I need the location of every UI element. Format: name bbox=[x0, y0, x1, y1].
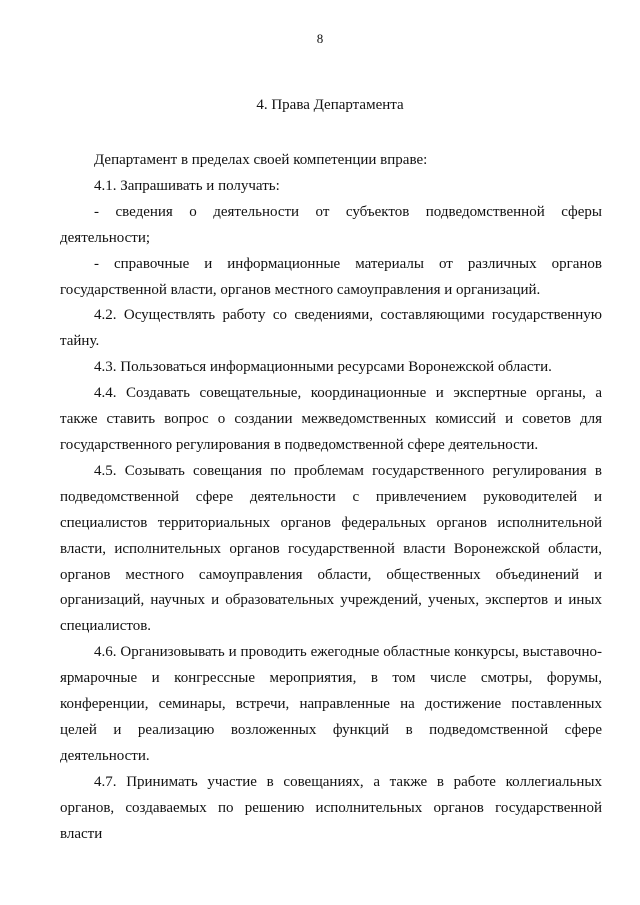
paragraph-4-3: 4.3. Пользоваться информационными ресурсами Воронежской области. bbox=[94, 359, 552, 376]
section-body bbox=[60, 148, 602, 847]
paragraph-4-4: 4.4. Создавать совещательные, координационные и экспертные органы, а также ставить вопрос о создании межведомственных комиссий и советов для государственного регулирования в подведомственной сфере деятельности. bbox=[60, 385, 602, 453]
section-heading: 4. Права Департамента bbox=[256, 97, 404, 113]
paragraph-4-6: 4.6. Организовывать и проводить ежегодные областные конкурсы, выставочно-ярмарочные и конгрессные мероприятия, в том числе смотры, форумы, конференции, семинары, встречи, направленные на достижение поставленных целей и реализацию возложенных функций в подведомственной сфере деятельности. bbox=[60, 644, 602, 764]
paragraph-4-2: 4.2. Осуществлять работу со сведениями, составляющими государственную тайну. bbox=[60, 307, 602, 350]
paragraph-4-1-item-2: - справочные и информационные материалы от различных органов государственной власти, органов местного самоуправления и организаций. bbox=[60, 255, 602, 298]
paragraph-4-5: 4.5. Созывать совещания по проблемам государственного регулирования в подведомственной сфере деятельности с привлечением руководителей и специалистов территориальных органов федеральных органов исполнительной власти, исполнительных органов государственной власти Воронежской области, органов местного самоуправления области, общественных объединений и организаций, научных и образовательных учреждений, ученых, экспертов и иных специалистов. bbox=[60, 462, 602, 635]
paragraph-4-1: 4.1. Запрашивать и получать: bbox=[94, 177, 280, 194]
page-number: 8 bbox=[316, 31, 324, 46]
paragraph-4-1-item-1: - сведения о деятельности от субъектов подведомственной сферы деятельности; bbox=[60, 203, 602, 246]
paragraph-intro: Департамент в пределах своей компетенции вправе: bbox=[94, 152, 428, 168]
paragraph-4-7: 4.7. Принимать участие в совещаниях, а также в работе коллегиальных органов, создаваемых по решению исполнительных органов государственной власти bbox=[60, 773, 602, 842]
